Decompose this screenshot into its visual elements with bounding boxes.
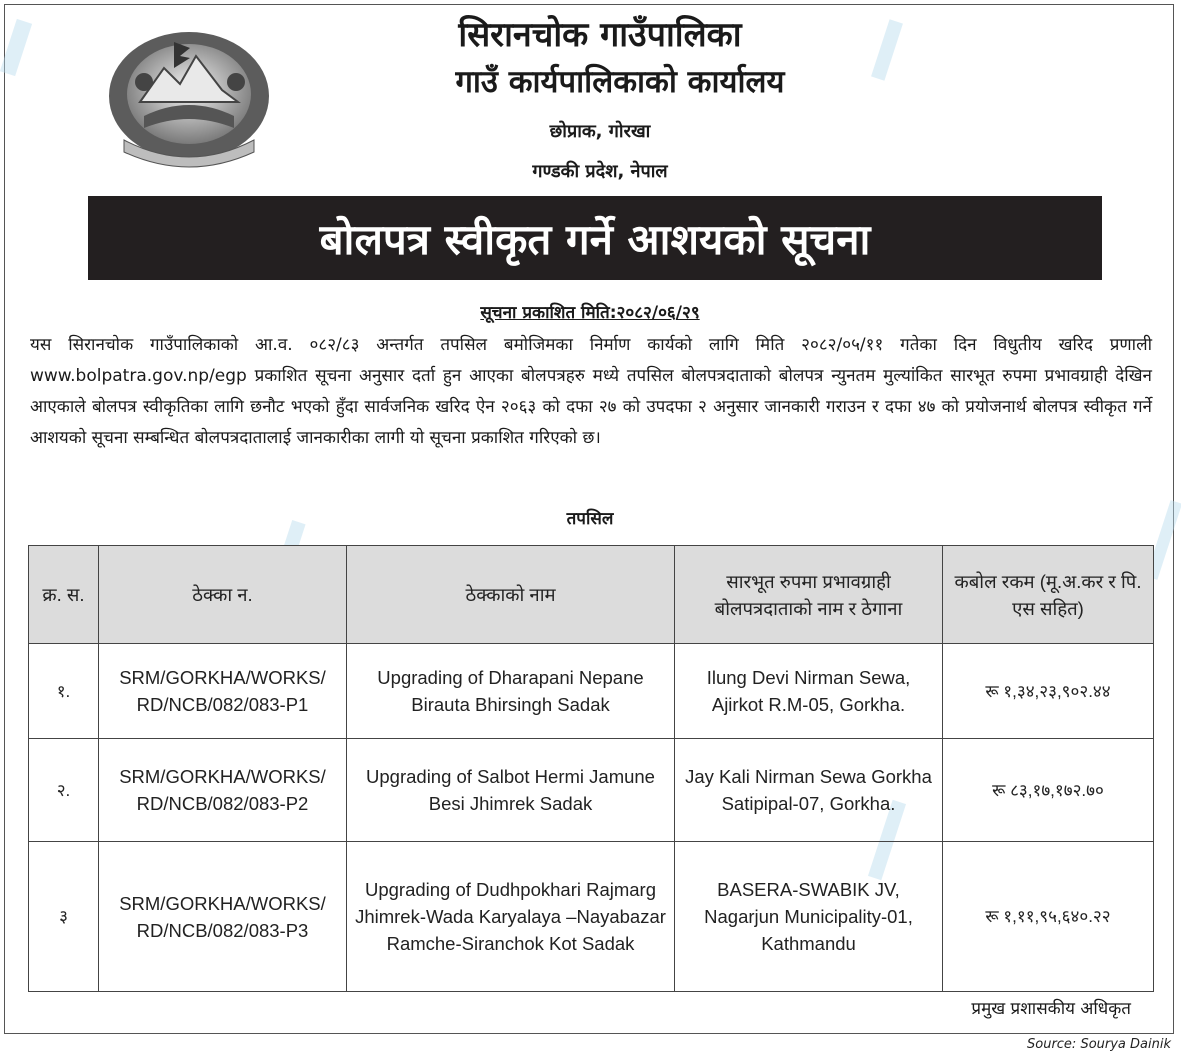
nepal-emblem-icon xyxy=(104,24,274,174)
cell-sn: २. xyxy=(29,739,99,842)
cell-contract-no: SRM/GORKHA/WORKS/ RD/NCB/082/083-P2 xyxy=(99,739,347,842)
office-address-line2: गण्डकी प्रदेश, नेपाल xyxy=(532,161,668,182)
cell-sn: ३ xyxy=(29,842,99,992)
cell-contract-name: Upgrading of Salbot Hermi Jamune Besi Jhimrek Sadak xyxy=(347,739,675,842)
cell-amount: रू १,११,९५,६४०.२२ xyxy=(943,842,1154,992)
table-row xyxy=(29,644,1154,739)
notice-title: बोलपत्र स्वीकृत गर्ने आशयको सूचना xyxy=(319,214,871,264)
published-date: सूचना प्रकाशित मिति:२०८२/०६/२९ xyxy=(480,303,700,323)
cell-sn: १. xyxy=(29,644,99,739)
cell-contract-no: SRM/GORKHA/WORKS/ RD/NCB/082/083-P3 xyxy=(99,842,347,992)
table-row xyxy=(29,739,1154,842)
cell-amount: रू १,३४,२३,९०२.४४ xyxy=(943,644,1154,739)
header-amount: कबोल रकम (मू.अ.कर र पि. एस सहित) xyxy=(943,546,1154,644)
cell-bidder: BASERA-SWABIK JV, Nagarjun Municipality-01, Kathmandu xyxy=(675,842,943,992)
cell-contract-name: Upgrading of Dharapani Nepane Birauta Bhirsingh Sadak xyxy=(347,644,675,739)
signatory-title: प्रमुख प्रशासकीय अधिकृत xyxy=(971,999,1131,1019)
tender-table xyxy=(28,545,1154,992)
office-address-line1: छोप्राक, गोरखा xyxy=(549,121,651,142)
table-header-row xyxy=(29,546,1154,644)
office-subtitle: गाउँ कार्यपालिकाको कार्यालय xyxy=(455,64,785,100)
notice-body: यस सिरानचोक गाउँपालिकाको आ.व. ०८२/८३ अन्तर्गत तपसिल बमोजिमका निर्माण कार्यको लागि मिति २०८२/०५/११ गतेका दिन विधुतीय खरिद प्रणाली www.bolpatra.gov.np/egp प्रकाशित सूचना अनुसार दर्ता हुन आएका बोलपत्रहरु मध्ये तपसिल बोलपत्रदाताको बोलपत्र न्युनतम मुल्यांकित सारभूत रुपमा प्रभावग्राही देखिन आएकाले बोलपत्र स्वीकृतिका लागि छनौट भएको हुँदा सार्वजनिक खरिद ऐन २०६३ को दफा २७ को उपदफा २ अनुसार जानकारी गराउन र दफा ४७ को प्रयोजनार्थ बोलपत्र स्वीकृत गर्ने आशयको सूचना सम्बन्धित बोलपत्रदातालाई जानकारीका लागी यो सूचना प्रकाशित गरिएको छ। xyxy=(30,335,1152,448)
cell-contract-name: Upgrading of Dudhpokhari Rajmarg Jhimrek-Wada Karyalaya –Nayabazar Ramche-Siranchok Kot Sadak xyxy=(347,842,675,992)
cell-contract-no: SRM/GORKHA/WORKS/ RD/NCB/082/083-P1 xyxy=(99,644,347,739)
cell-amount: रू ८३,१७,१७२.७० xyxy=(943,739,1154,842)
header-contract-name: ठेक्काको नाम xyxy=(347,546,675,644)
header-bidder: सारभूत रुपमा प्रभावग्राही बोलपत्रदाताको नाम र ठेगाना xyxy=(675,546,943,644)
notice-title-banner xyxy=(88,196,1102,280)
table-row xyxy=(29,842,1154,992)
header-sn: क्र. स. xyxy=(29,546,99,644)
source-credit: Source: Sourya Dainik xyxy=(1027,1037,1171,1052)
cell-bidder: Ilung Devi Nirman Sewa, Ajirkot R.M-05, Gorkha. xyxy=(675,644,943,739)
header-contract-no: ठेक्का न. xyxy=(99,546,347,644)
office-name: सिरानचोक गाउँपालिका xyxy=(458,15,742,55)
schedule-title: तपसिल xyxy=(566,509,614,529)
cell-bidder: Jay Kali Nirman Sewa Gorkha Satipipal-07, Gorkha. xyxy=(675,739,943,842)
